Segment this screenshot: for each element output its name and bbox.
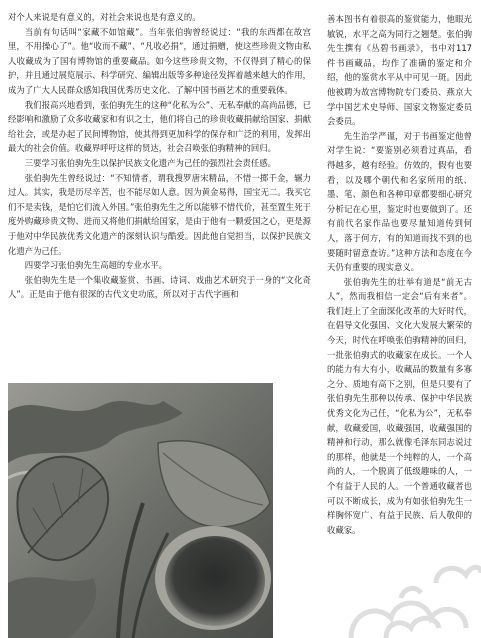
paragraph: 对个人来说是有意义的，对社会来说也是有意义的。 [8, 12, 201, 22]
paragraph: 三要学习张伯驹先生以保护民族文化遗产为己任的强烈社会责任感。 [24, 157, 277, 168]
left-text-column [8, 10, 311, 302]
paragraph: 我们报高兴地看到，张伯驹先生的这种“化私为公”、无私奉献的高尚品德，已经影响和激励了众多收藏家和有识之士，他们将自己的珍贵收藏捐献给国家、捐献给社会，或是办起了民间博物馆，使其得到更加科学的保存和广泛的利用，发挥出最大的社会价值。收藏界呼吁这样的贤达，社会召唤张伯驹精神的回归。 [8, 99, 311, 154]
paragraph: 张伯驹先生是一个集收藏鉴赏、书画、诗词、戏曲艺术研究于一身的“文化奇人”。正是由于他有很深的古代文史功底，所以对于古代字画和 [8, 274, 311, 300]
paragraph: 张伯驹先生的壮举有道是“前无古人”，然而我相信一定会“后有来者”。我们赶上了全面深化改革的大好时代，在倡导文化强国、文化大发展大繁荣的今天，时代在呼唤张伯驹精神的回归，一批张伯驹式的收藏家在成长。一个人的能力有大有小，收藏品的数量有多寡之分、质地有高下之别，但是只要有了张伯驹先生那种以传承、保护中华民族优秀文化为己任，“化私为公”，无私奉献，收藏爱国，收藏强国，收藏强国的精神和行动，那么就像毛泽东同志说过的那样，他就是一个纯粹的人，一个高尚的人，一个脱离了低级趣味的人，一个有益于人民的人。一个普通收藏者也可以不断成长，成为有如张伯驹先生一样胸怀宽广、有益于民族、后人敬仰的收藏家。 [327, 276, 472, 535]
cloud-pattern-decoration [341, 543, 481, 638]
paragraph: 先生治学严谨，对于书画鉴定他曾对学生说：“要鉴别必须看过真品，看得越多，越有经验。仿效的，假有也要看，以及哪个朝代和名家所用的纸、墨、笔、颜色和各种印章都要细心研究分析记在心里，鉴定时也要做到了。还有前代名家作品也要尽量知道传到何人，落于何方，有的知道而找不到的也要随时留意查访。”这种方法和态度在今天仍有重要的现实意义。 [327, 130, 472, 273]
right-text-column [327, 12, 472, 537]
inkstone-photo [8, 383, 273, 638]
paragraph: 四要学习张伯驹先生高超的专业水平。 [24, 260, 168, 271]
carved-inkstone-image [8, 383, 273, 638]
paragraph: 张伯驹先生曾经说过：“不知情者，谓我搜罗唐宋精品，不惜一掷千金，辗力过人。其实，我是历尽辛苦，也不能尽如人意。因为黄金易得，国宝无二。我买它们不是卖钱，是怕它们流入外国。”张伯驹先生之所以能够不惜代价，甚至置生死于度外购藏珍贵文物、进而又将他们捐献给国家，是由于他有一颗爱国之心，更是源于他对中华民族优秀文化遗产的深刻认识与酷爱。因此他自觉担当，以保护民族文化遗产为己任。 [8, 172, 311, 256]
paragraph: 善本图书有着很高的鉴赏能力，他眼光敏锐，水平之高为同行之翘楚。张伯驹先生撰有《丛碧书画录》，书中对117件书画藏品，均作了准确的鉴定和介绍，他的鉴赏水平从中可见一斑。因此他被聘为故宫博物院专门委员、燕京大学中国艺术史导师、国家文物鉴定委员会委员。 [327, 14, 472, 127]
paragraph: 当前有句话叫“家藏不如馆藏”。当年张伯驹曾经说过：“我的东西都在故宫里，不用操心了”。他“收而不藏”、“凡收必捐”，通过捐赠，使这些珍贵文物由私人收藏成为了国有博物馆的重要藏品。如今这些珍贵文物，不仅得到了精心的保护，并且通过展览展示、科学研究、编辑出版等多种途径发挥着越来越大的作用，成为了广大人民群众感知我国优秀历史文化、了解中国书画艺术的重要载体。 [8, 26, 311, 95]
